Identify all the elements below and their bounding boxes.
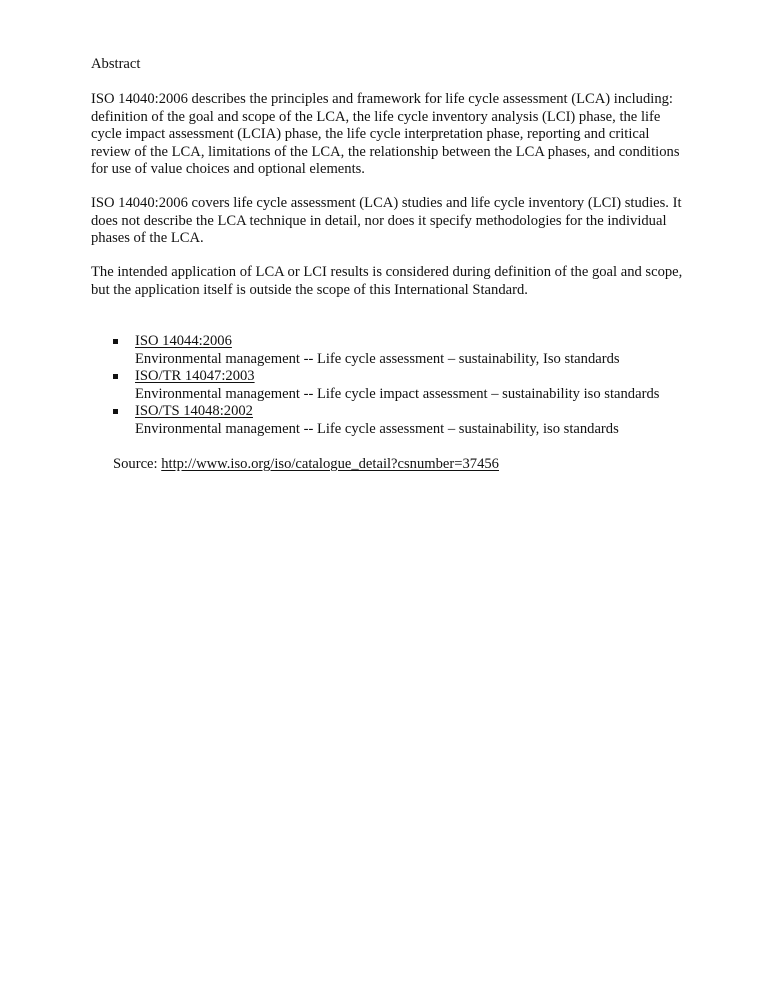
list-item (111, 333, 659, 368)
source-line (113, 456, 499, 474)
square-bullet-icon (113, 409, 118, 414)
source-url-link[interactable]: http://www.iso.org/iso/catalogue_detail?csnumber=37456 (161, 456, 499, 472)
list-item (111, 403, 659, 438)
source-label: Source: (113, 456, 162, 472)
square-bullet-icon (113, 374, 118, 379)
related-standards-list (111, 333, 659, 438)
standard-description: Environmental management -- Life cycle assessment – sustainability, Iso standards (135, 350, 620, 367)
standard-link-iso-14044[interactable]: ISO 14044:2006 (135, 333, 232, 349)
abstract-paragraph-2: ISO 14040:2006 covers life cycle assessment (LCA) studies and life cycle inventory (LCI) studies. It does not describe the LCA technique in detail, nor does it specify methodologies for the individual phases of the LCA. (91, 195, 682, 246)
standard-description: Environmental management -- Life cycle impact assessment – sustainability iso standards (135, 385, 660, 402)
abstract-heading: Abstract (91, 56, 141, 72)
abstract-paragraph-3: The intended application of LCA or LCI results is considered during definition of the goal and scope, but the application itself is outside the scope of this International Standard. (91, 264, 683, 298)
square-bullet-icon (113, 339, 118, 344)
abstract-paragraph-1: ISO 14040:2006 describes the principles and framework for life cycle assessment (LCA) including: definition of the goal and scope of the LCA, the life cycle inventory analysis (LCI) phase, the life cycle impact assessment (LCIA) phase, the life cycle interpretation phase, reporting and critical review of the LCA, limitations of the LCA, the relationship between the LCA phases, and conditions for use of value choices and optional elements. (91, 91, 680, 177)
standard-link-iso-tr-14047[interactable]: ISO/TR 14047:2003 (135, 368, 255, 384)
list-item (111, 368, 659, 403)
standard-description: Environmental management -- Life cycle assessment – sustainability, iso standards (135, 420, 619, 437)
standard-link-iso-ts-14048[interactable]: ISO/TS 14048:2002 (135, 403, 253, 419)
